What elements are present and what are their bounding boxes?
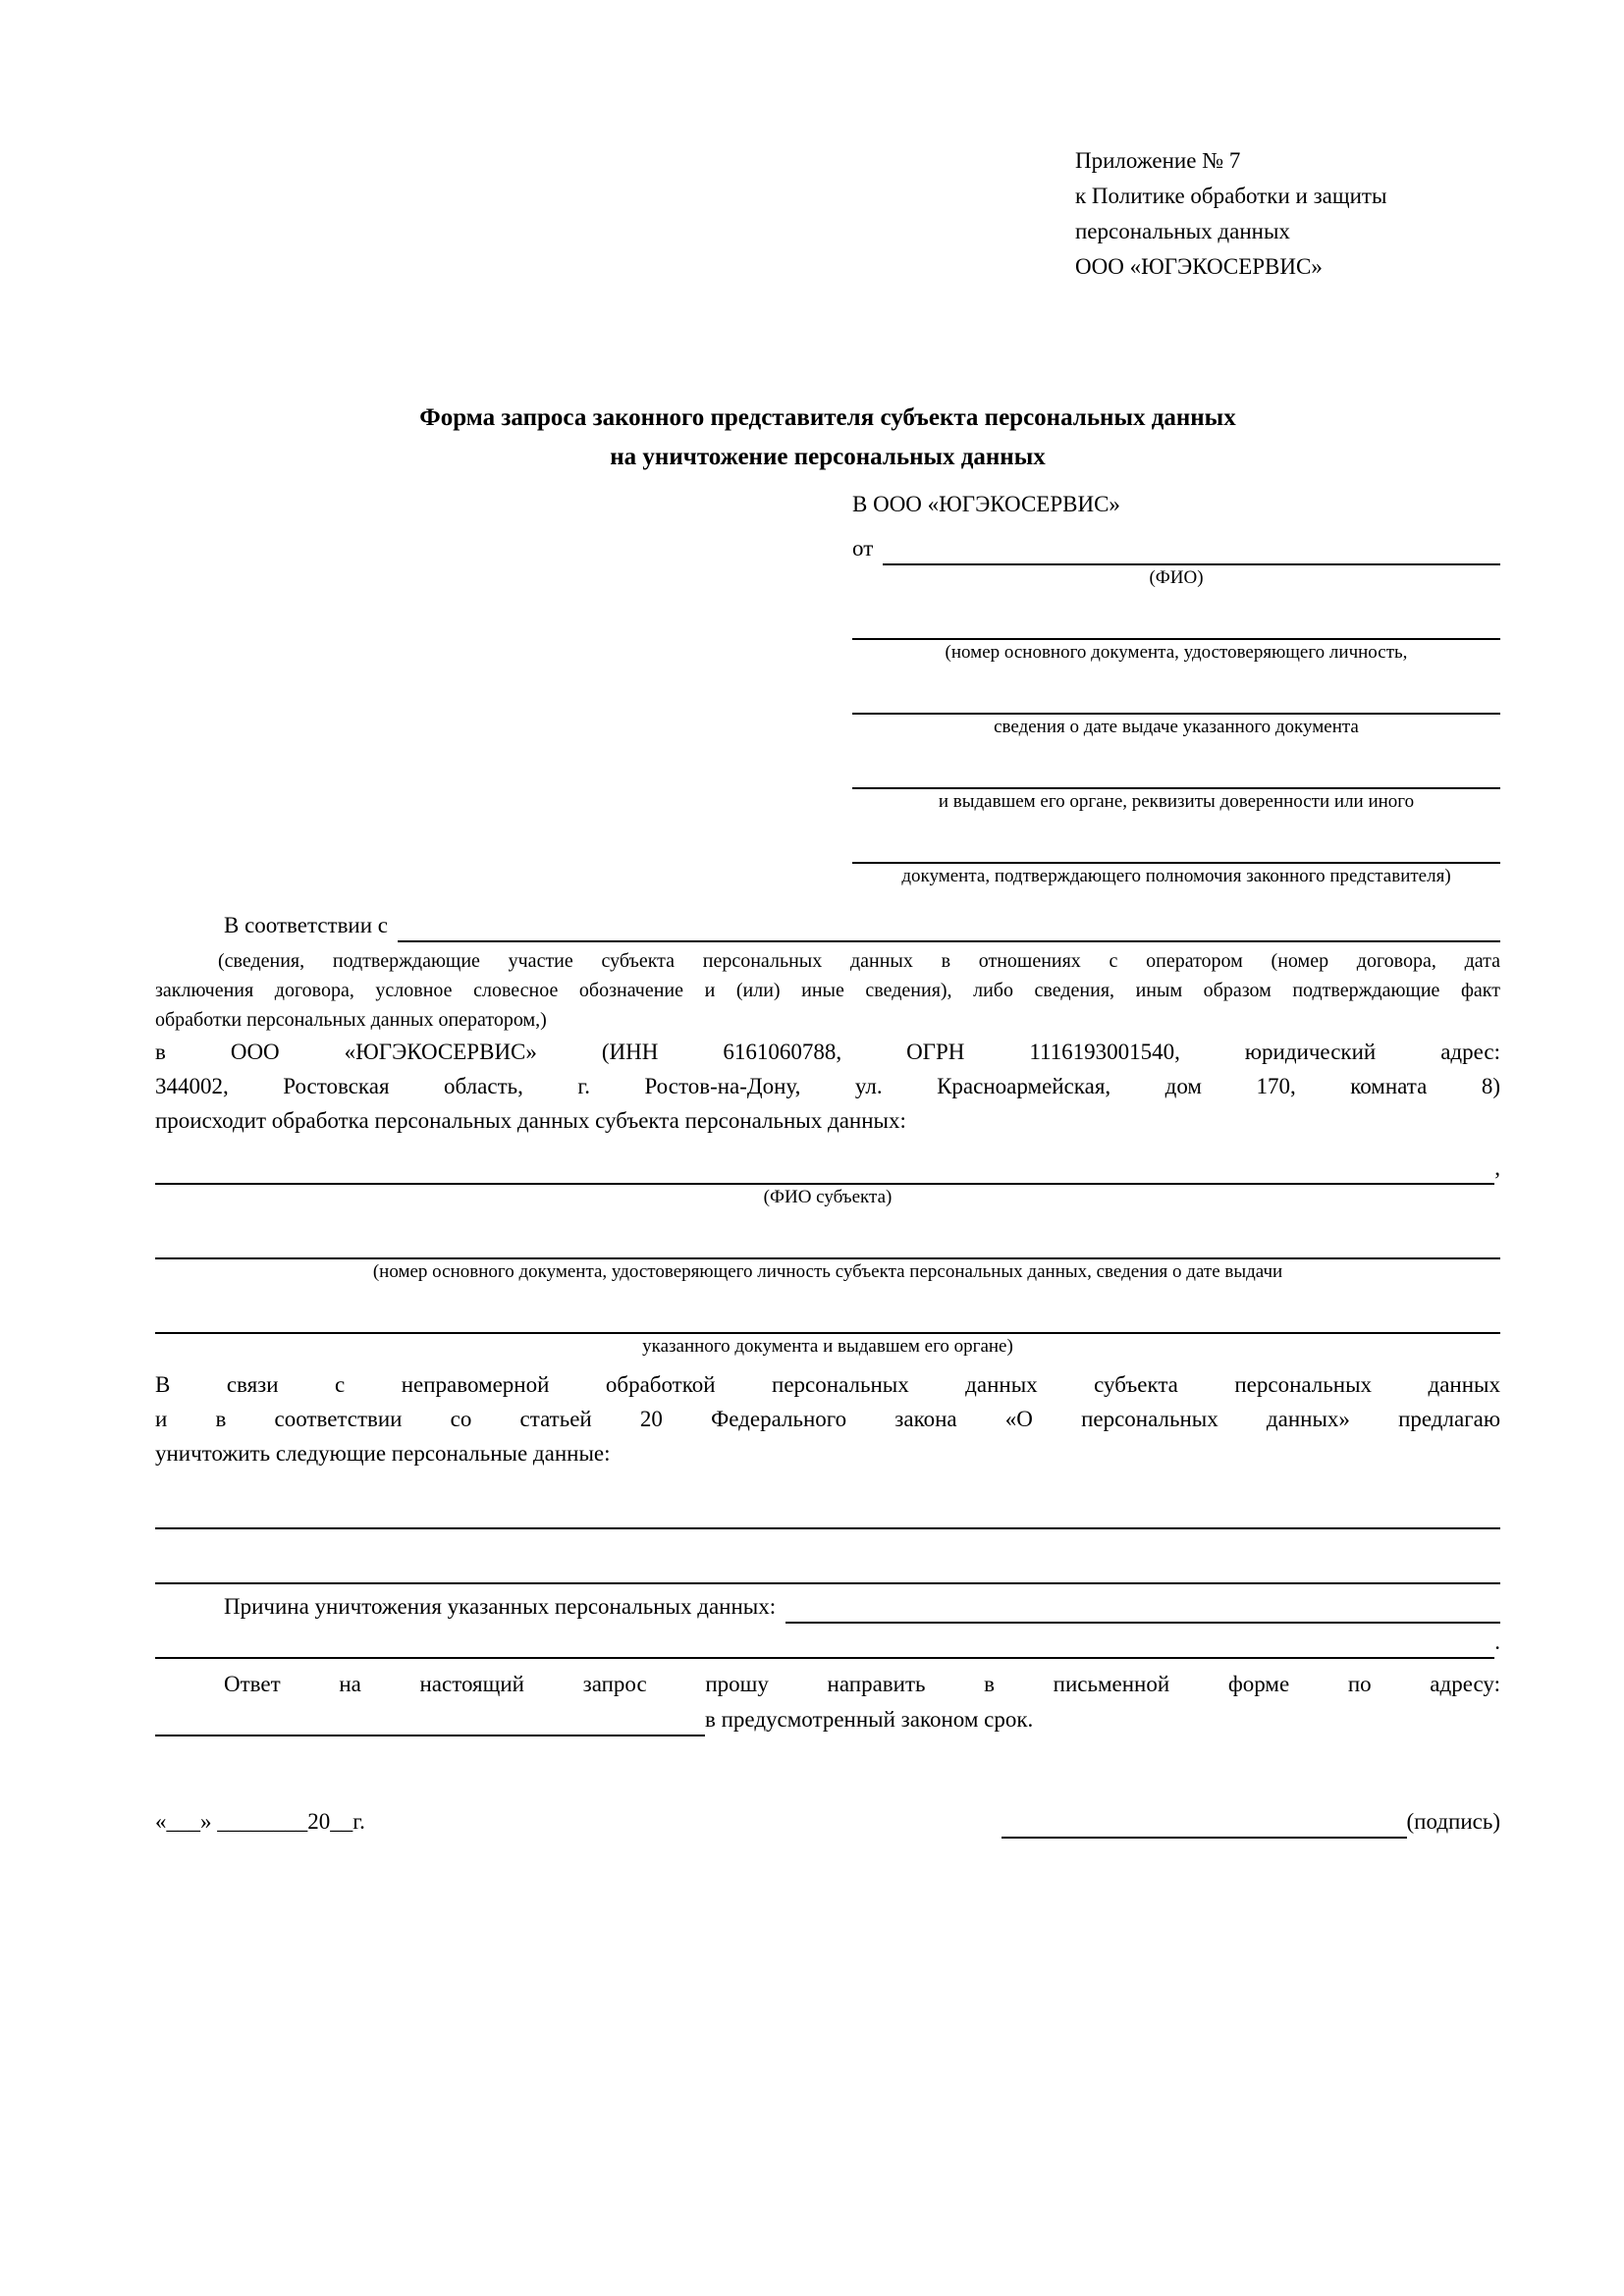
blank-line xyxy=(852,827,1500,864)
from-label: от xyxy=(852,536,874,561)
data-blank-line xyxy=(155,1547,1500,1584)
appendix-line: Приложение № 7 xyxy=(1075,148,1241,173)
appendix-line: ООО «ЮГЭКОСЕРВИС» xyxy=(1075,254,1323,279)
caption-subject-doc1: (номер основного документа, удостоверяющего личность субъекта персональных данных, сведения о дате выдачи xyxy=(372,1261,1283,1282)
date-field: «___» ________20__г. xyxy=(155,1809,365,1834)
fine-print-line: обработки персональных данных оператором,) xyxy=(155,1009,547,1031)
blank-line xyxy=(852,752,1500,789)
form-title-line1: Форма запроса законного представителя субъекта персональных данных xyxy=(419,404,1236,431)
request-line: В связи с неправомерной обработкой персональных данных субъекта персональных данных xyxy=(155,1372,1500,1397)
appendix-block xyxy=(1075,143,1500,285)
field-caption: (номер основного документа, удостоверяющего личность, xyxy=(945,642,1408,663)
data-blank-line xyxy=(155,1492,1500,1529)
request-paragraph xyxy=(155,1367,1500,1470)
signature-blank-line xyxy=(1001,1837,1407,1839)
operator-paragraph-line: происходит обработка персональных данных субъекта персональных данных: xyxy=(155,1108,906,1133)
form-title xyxy=(155,399,1500,477)
answer-line: Ответ на настоящий запрос прошу направить в письменной форме по адресу: xyxy=(224,1672,1500,1696)
field-caption: документа, подтверждающего полномочия законного представителя) xyxy=(901,866,1451,886)
representative-doc-field xyxy=(852,677,1500,740)
answer-tail: в предусмотренный законом срок. xyxy=(705,1707,1034,1732)
caption-subject-doc2: указанного документа и выдавшем его органе) xyxy=(642,1336,1013,1357)
from-row xyxy=(852,524,1500,565)
answer-tail-row xyxy=(155,1701,1500,1736)
accordance-fine-print xyxy=(155,946,1500,1035)
addressee-block xyxy=(852,487,1500,889)
reason-period: . xyxy=(1494,1629,1500,1654)
reason-blank-line2 xyxy=(155,1657,1494,1659)
fine-print-line: (сведения, подтверждающие участие субъекта персональных данных в отношениях с оператором (номер договора, дата xyxy=(218,950,1500,972)
request-line: уничтожить следующие персональные данные: xyxy=(155,1441,611,1466)
subject-doc-blank-line xyxy=(155,1299,1500,1334)
subject-doc-blank-line xyxy=(155,1224,1500,1259)
reason-row xyxy=(155,1588,1500,1624)
reason-blank-line xyxy=(785,1622,1500,1624)
representative-doc-field xyxy=(852,827,1500,889)
address-blank-line xyxy=(155,1735,705,1736)
blank-line xyxy=(852,677,1500,715)
reason-label: Причина уничтожения указанных персональных данных: xyxy=(224,1594,777,1619)
accordance-row xyxy=(155,905,1500,942)
request-line: и в соответствии со статьей 20 Федерального закона «О персональных данных» предлагаю xyxy=(155,1407,1500,1431)
accordance-blank-line xyxy=(398,940,1500,942)
caption-fio: (ФИО) xyxy=(1149,567,1204,588)
appendix-line: персональных данных xyxy=(1075,219,1290,243)
field-caption: сведения о дате выдаче указанного документа xyxy=(994,717,1359,737)
operator-paragraph xyxy=(155,1035,1500,1138)
representative-doc-field xyxy=(852,603,1500,666)
operator-paragraph-line: 344002, Ростовская область, г. Ростов-на-Дону, ул. Красноармейская, дом 170, комната 8) xyxy=(155,1074,1500,1098)
accordance-label: В соответствии с xyxy=(224,913,389,937)
subject-comma: , xyxy=(1494,1155,1500,1180)
operator-paragraph-line: в ООО «ЮГЭКОСЕРВИС» (ИНН 6161060788, ОГРН 1116193001540, юридический адрес: xyxy=(155,1040,1500,1064)
blank-line xyxy=(852,603,1500,640)
footer-row xyxy=(155,1799,1500,1839)
appendix-line: к Политике обработки и защиты xyxy=(1075,184,1387,208)
signature-caption: (подпись) xyxy=(1406,1809,1500,1834)
caption-subject-fio: (ФИО субъекта) xyxy=(763,1187,893,1207)
page-content xyxy=(155,0,1500,1839)
field-caption: и выдавшем его органе, реквизиты доверенности или иного xyxy=(938,791,1415,812)
addressee-to: В ООО «ЮГЭКОСЕРВИС» xyxy=(852,492,1120,516)
fine-print-line: заключения договора, условное словесное обозначение и (или) иные сведения), либо сведения, иным образом подтверждающие факт xyxy=(155,980,1500,1001)
form-title-line2: на уничтожение персональных данных xyxy=(610,444,1046,470)
reason-continuation-row xyxy=(155,1624,1500,1659)
representative-doc-field xyxy=(852,752,1500,815)
subject-fio-row xyxy=(155,1153,1500,1185)
